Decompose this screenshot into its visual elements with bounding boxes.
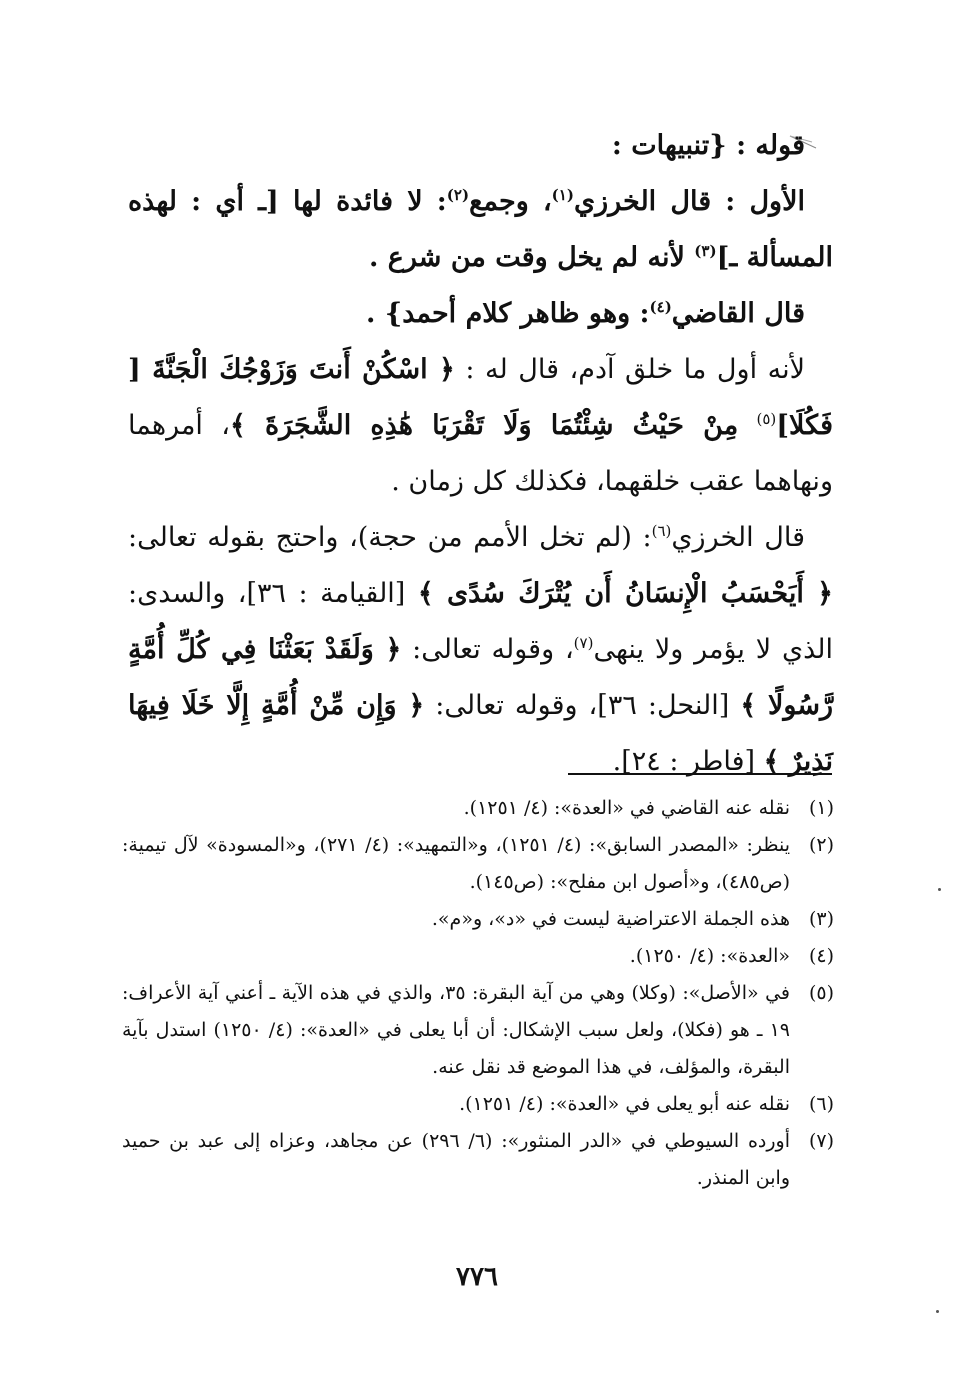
footnote-item xyxy=(122,901,834,938)
main-text xyxy=(128,118,833,790)
footnote-number: (٣) xyxy=(808,908,834,930)
heading-text: قوله : {تنبيهات : xyxy=(611,130,805,161)
footnote-number: (٥) xyxy=(808,982,834,1004)
footnote-number: (٤) xyxy=(808,945,834,967)
quran-verse: ﴿ وَإِن مِّنْ أُمَّةٍ إِلَّا خَلَا فِيهَا نَذِيرٌ ﴾ xyxy=(128,690,833,777)
footnote-ref[interactable]: (٧) xyxy=(573,634,594,652)
text-span: : (لم تخل الأمم من حجة)، واحتج بقوله تعالى: xyxy=(128,522,652,553)
footnote-ref[interactable]: (٤) xyxy=(649,298,672,316)
footnote-number: (٢) xyxy=(808,834,834,856)
heading-line xyxy=(128,118,833,174)
text-span: [النحل: ٣٦]، وقوله تعالى: xyxy=(435,690,730,721)
footnote-item xyxy=(122,790,834,827)
quran-verse: ﴿ أَيَحْسَبُ الْإِنسَانُ أَن يُتْرَكَ سُدًى ﴾ xyxy=(417,578,833,609)
text-span: ، وجمع xyxy=(469,186,552,217)
paragraph-first xyxy=(128,174,833,286)
footnote-text: نقله عنه القاضي في «العدة»: (٤/ ١٢٥١). xyxy=(463,797,790,819)
footnote-divider xyxy=(568,773,832,775)
text-span: لأنه أول ما خلق آدم، قال له : xyxy=(465,354,805,385)
footnote-ref[interactable]: (٢) xyxy=(446,186,470,204)
footnote-item xyxy=(122,1123,834,1197)
footnote-text: ينظر: «المصدر السابق»: (٤/ ١٢٥١)، و«التمهيد»: (٤/ ٢٧١)، و«المسودة» لآل تيمية: (ص٤٨٥)، و«أصول ابن مفلح»: (ص١٤٥). xyxy=(122,834,790,893)
page-number: ٧٧٦ xyxy=(456,1262,498,1292)
footnote-text: «العدة»: (٤/ ١٢٥٠). xyxy=(629,945,790,967)
text-span: قال القاضي xyxy=(671,298,805,329)
paragraph-qadi xyxy=(128,286,833,342)
footnote-item xyxy=(122,827,834,901)
text-span: الأول : قال الخرزي xyxy=(573,186,805,217)
text-span: ، أمرهما ونهاهما عقب خلقهما، فكذلك كل زمان . xyxy=(128,410,833,497)
text-span: لأنه لم يخل وقت من شرع . xyxy=(368,242,685,273)
footnote-text: أورده السيوطي في «الدر المنثور»: (٦/ ٢٩٦) عن مجاهد، وعزاه إلى عبد بن حميد وابن المنذر. xyxy=(122,1130,790,1189)
footnote-item xyxy=(122,938,834,975)
paragraph-adam xyxy=(128,342,833,510)
quran-verse: ﴿ وَلَقَدْ بَعَثْنَا فِي كُلِّ أُمَّةٍ رَّسُولًا ﴾ xyxy=(128,634,833,721)
footnote-number: (١) xyxy=(808,797,834,819)
footnote-text: في «الأصل»: (وكلا) وهي من آية البقرة: ٣٥، والذي في هذه الآية ـ أعني آية الأعراف: ١٩ ـ هو (فكلا)، ولعل سبب الإشكال: أن أبا يعلى في «العدة»: (٤/ ١٢٥٠) استدل بآية البقرة، والمؤلف، في هذا الموضع قد نقل عنه. xyxy=(122,982,791,1078)
text-span: [فاطر : ٢٤]. xyxy=(612,746,756,777)
footnote-ref[interactable]: (٣) xyxy=(694,242,717,260)
quran-verse: ﴿ اسْكُنْ أَنتَ وَزَوْجُكَ الْجَنَّةَ [ فَكُلَا] xyxy=(128,354,833,441)
footnote-text: هذه الجملة الاعتراضية ليست في «د»، و«م». xyxy=(431,908,790,930)
footnote-ref[interactable]: (١) xyxy=(551,186,574,204)
scan-speck xyxy=(938,888,941,891)
text-span: قال الخرزي xyxy=(671,522,806,553)
footnote-number: (٧) xyxy=(808,1130,834,1152)
footnotes-section xyxy=(122,790,834,1197)
footnote-ref[interactable]: (٦) xyxy=(651,522,672,540)
text-span: [القيامة : ٣٦]، والسدى: الذي لا يؤمر ولا ينهى xyxy=(128,578,833,665)
text-span: ، وقوله تعالى: xyxy=(412,634,574,665)
scan-speck xyxy=(936,1310,939,1313)
footnote-item xyxy=(122,975,834,1086)
footnote-number: (٦) xyxy=(808,1093,834,1115)
quran-verse: مِنْ حَيْثُ شِئْتُمَا وَلَا تَقْرَبَا هَٰذِهِ الشَّجَرَةَ ﴾ xyxy=(230,410,739,441)
paragraph-khirzi xyxy=(128,510,833,790)
footnote-text: نقله عنه أبو يعلى في «العدة»: (٤/ ١٢٥١). xyxy=(459,1093,790,1115)
footnote-ref[interactable]: (٥) xyxy=(756,410,777,428)
footnote-item xyxy=(122,1086,834,1123)
text-span: : وهو ظاهر كلام أحمد} . xyxy=(366,298,650,329)
text-span: : لا فائدة لها [ـ أي : لهذه المسألة ـ] xyxy=(128,186,833,273)
